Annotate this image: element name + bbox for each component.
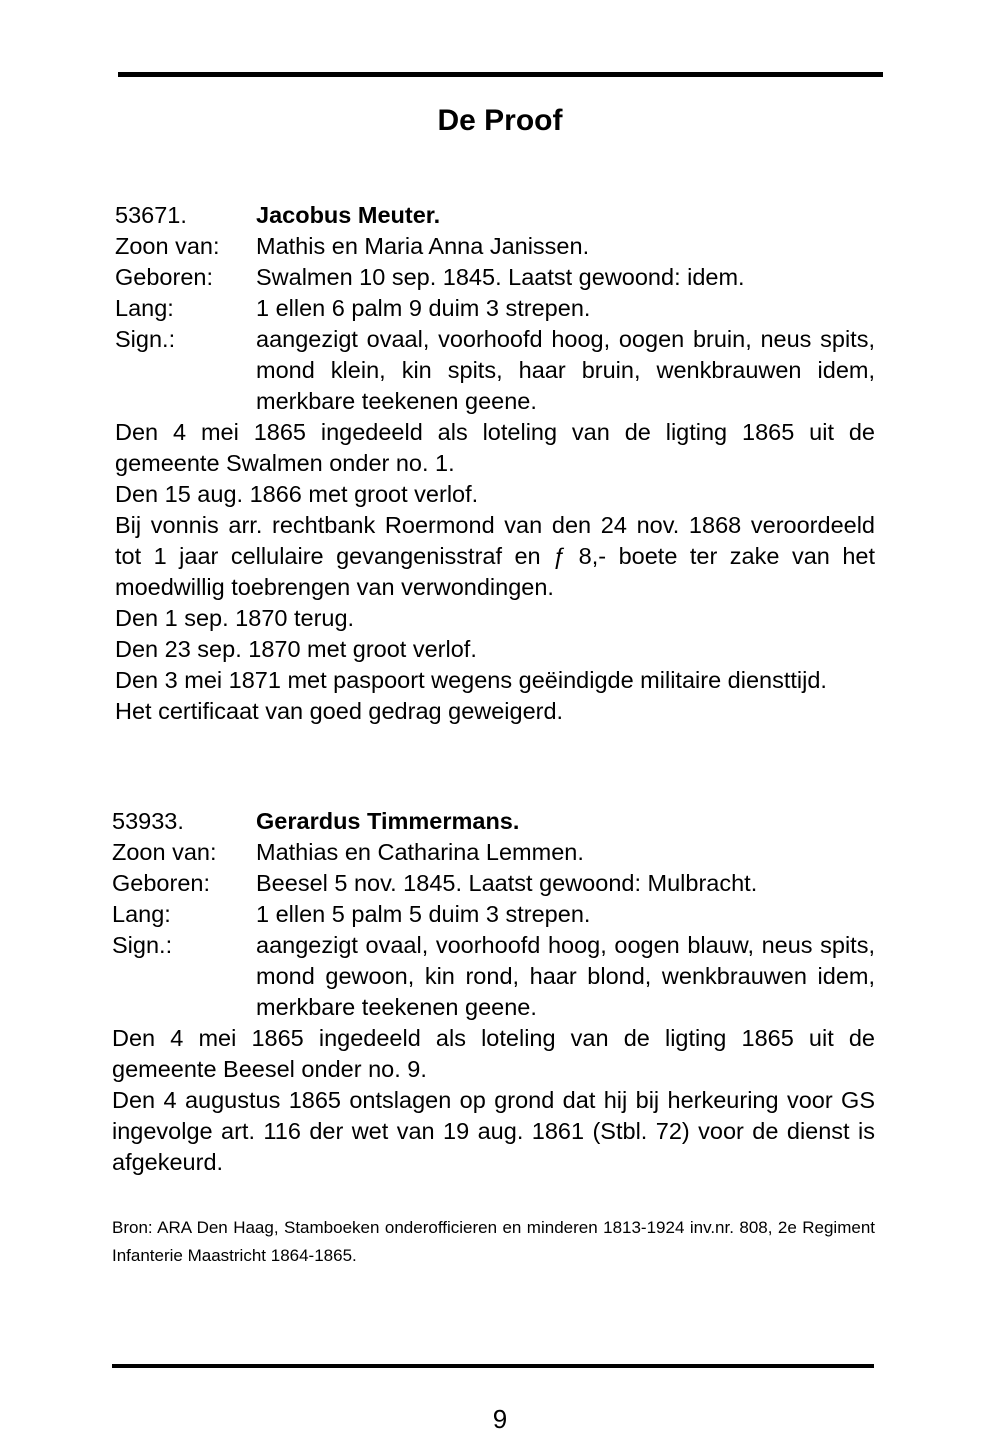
born-row [112,868,875,899]
sign-value: aangezigt ovaal, voorhoofd hoog, oogen bruin, neus spits, mond klein, kin spits, haar bruin, wenkbrauwen idem, merkbare teekenen geene. [256,326,875,414]
record-entry-1 [115,200,875,727]
sign-value: aangezigt ovaal, voorhoofd hoog, oogen blauw, neus spits, mond gewoon, kin rond, haar blond, wenkbrauwen idem, merkbare teekenen geene. [256,932,875,1020]
born-label: Geboren: [112,870,210,896]
height-label: Lang: [112,901,171,927]
record-number: 53671. [115,202,187,228]
source-citation: Bron: ARA Den Haag, Stamboeken onderofficieren en minderen 1813-1924 inv.nr. 808, 2e Regiment Infanterie Maastricht 1864-1865. [112,1218,875,1265]
event-line: Bij vonnis arr. rechtbank Roermond van den 24 nov. 1868 veroordeeld tot 1 jaar cellulaire gevangenisstraf en ƒ 8,- boete ter zake van het moedwillig toebrengen van verwondingen. [115,512,875,600]
page-number: 9 [492,1404,508,1434]
record-number: 53933. [112,808,184,834]
top-rule [118,72,883,77]
height-value: 1 ellen 5 palm 5 duim 3 strepen. [256,901,591,927]
born-value: Beesel 5 nov. 1845. Laatst gewoond: Mulbracht. [256,870,758,896]
born-label: Geboren: [115,264,213,290]
son-of-label: Zoon van: [112,839,217,865]
son-of-row [115,231,875,262]
sign-label: Sign.: [115,326,176,352]
event-line: Den 4 augustus 1865 ontslagen op grond dat hij bij herkeuring voor GS ingevolge art. 116 der wet van 19 aug. 1861 (Stbl. 72) voor de dienst is afgekeurd. [112,1087,875,1175]
height-row [115,293,875,324]
sign-row [112,930,875,1023]
bottom-rule [112,1364,874,1368]
height-label: Lang: [115,295,174,321]
record-name: Gerardus Timmermans. [256,808,520,834]
sign-row [115,324,875,417]
event-line: Den 3 mei 1871 met paspoort wegens geëindigde militaire diensttijd. [115,667,827,693]
born-row [115,262,875,293]
page-title: De Proof [437,104,563,137]
record-entry-2 [112,806,875,1178]
born-value: Swalmen 10 sep. 1845. Laatst gewoond: idem. [256,264,745,290]
son-of-label: Zoon van: [115,233,220,259]
sign-label: Sign.: [112,932,173,958]
height-row [112,899,875,930]
son-of-value: Mathis en Maria Anna Janissen. [256,233,590,259]
record-header [112,806,875,837]
event-line: Den 1 sep. 1870 terug. [115,605,355,631]
event-line: Den 15 aug. 1866 met groot verlof. [115,481,479,507]
event-line: Den 4 mei 1865 ingedeeld als loteling van de ligting 1865 uit de gemeente Swalmen onder no. 1. [115,419,875,476]
record-name: Jacobus Meuter. [256,202,441,228]
son-of-value: Mathias en Catharina Lemmen. [256,839,584,865]
height-value: 1 ellen 6 palm 9 duim 3 strepen. [256,295,591,321]
record-header [115,200,875,231]
event-line: Den 23 sep. 1870 met groot verlof. [115,636,477,662]
son-of-row [112,837,875,868]
event-line: Den 4 mei 1865 ingedeeld als loteling van de ligting 1865 uit de gemeente Beesel onder no. 9. [112,1025,875,1082]
event-line: Het certificaat van goed gedrag geweigerd. [115,698,564,724]
